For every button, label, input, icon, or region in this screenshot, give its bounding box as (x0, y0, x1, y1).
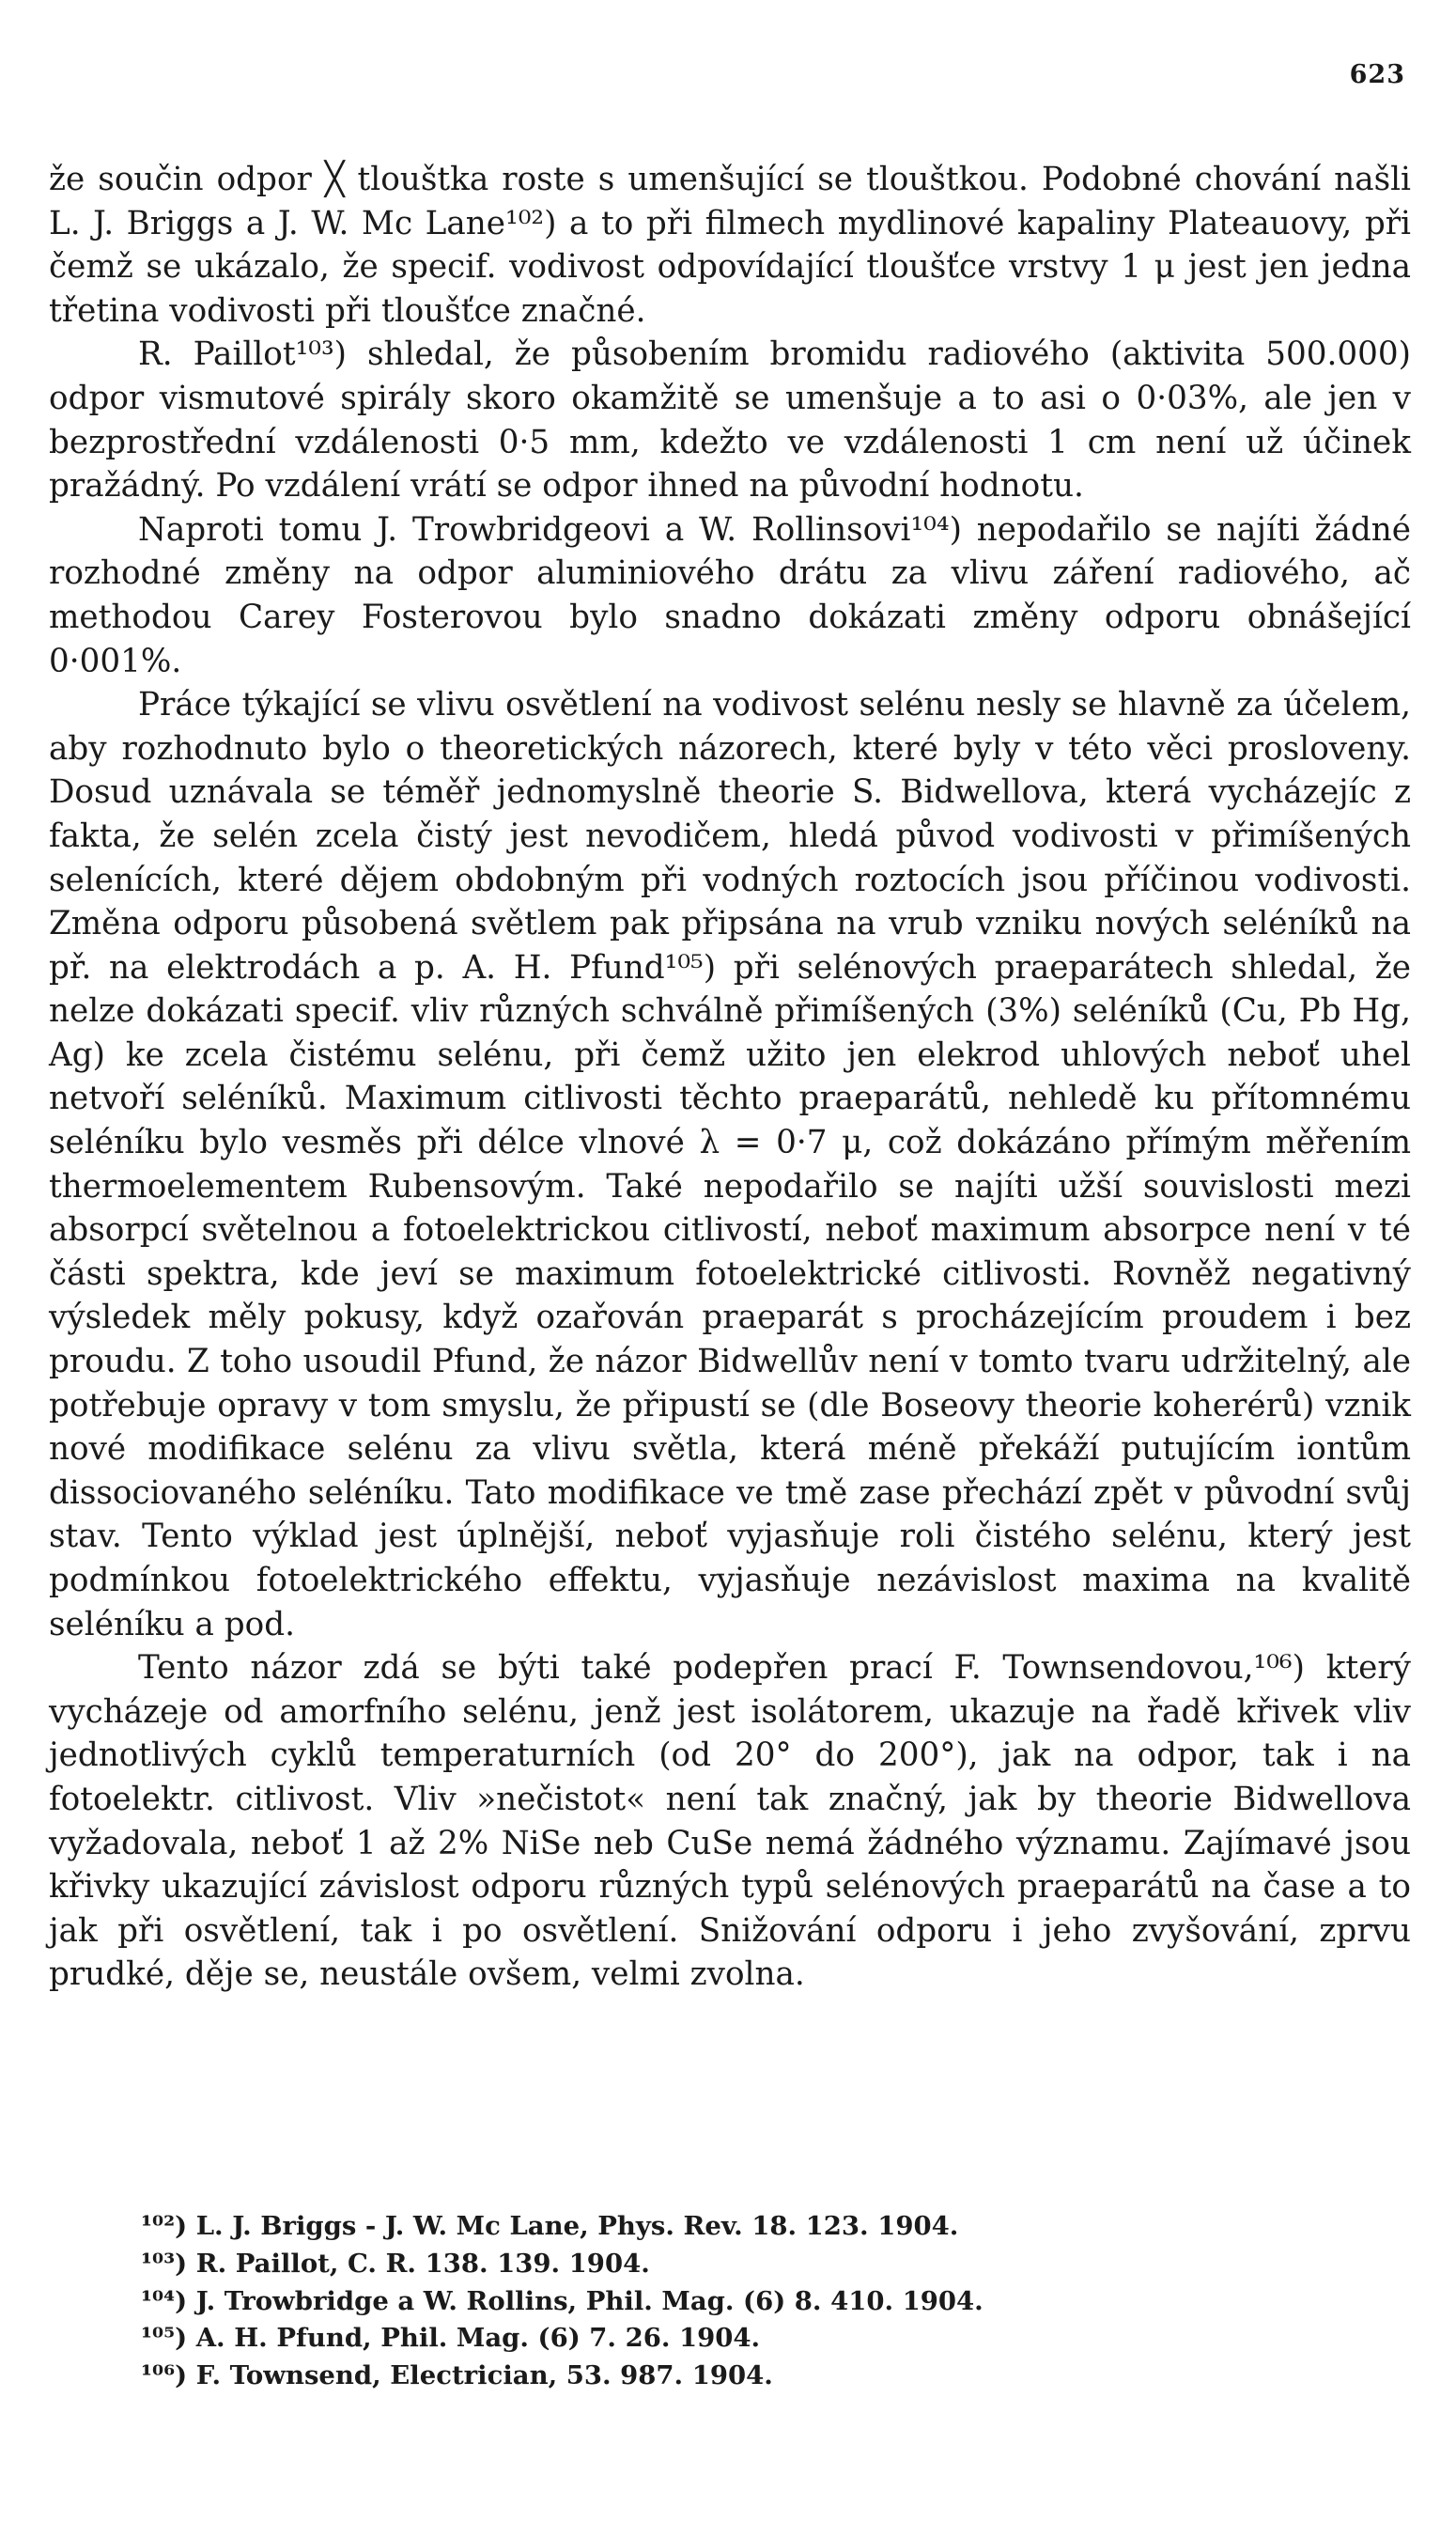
footnotes (141, 2208, 1362, 2395)
paragraph-1: že součin odpor ╳ tlouštka roste s umenšující se tlouštkou. Podobné chování našli L. J. Briggs a J. W. Mc Lane¹⁰²) a to při filmech mydlinové kapaliny Plateauovy, při čemž se ukázalo, že specif. vodivost odpovídající tloušťce vrstvy 1 μ jest jen jedna třetina vodivosti při tloušťce značné. (49, 161, 1411, 330)
footnote-103: ¹⁰³) R. Paillot, C. R. 138. 139. 1904. (141, 2248, 650, 2279)
footnote-104: ¹⁰⁴) J. Trowbridge a W. Rollins, Phil. Mag. (6) 8. 410. 1904. (141, 2285, 984, 2316)
footnote-102: ¹⁰²) L. J. Briggs - J. W. Mc Lane, Phys. Rev. 18. 123. 1904. (141, 2211, 959, 2241)
footnote-106: ¹⁰⁶) F. Townsend, Electrician, 53. 987. 1904. (141, 2360, 773, 2391)
paragraph-4: Práce týkající se vlivu osvětlení na vodivost selénu nesly se hlavně za účelem, aby rozhodnuto bylo o theoretických názorech, které byly v této věci prosloveny. Dosud uznávala se téměř jednomyslně theorie S. Bidwellova, která vycházejíc z fakta, že selén zcela čistý jest nevodičem, hledá původ vodivosti v přimíšených selenících, které dějem obdobným při vodných roztocích jsou příčinou vodivosti. Změna odporu působená světlem pak připsána na vrub vzniku nových seléníků na př. na elektrodách a p. A. H. Pfund¹⁰⁵) při selénových praeparátech shledal, že nelze dokázati specif. vliv různých schválně přimíšených (3%) seléníků (Cu, Pb Hg, Ag) ke zcela čistému selénu, při čemž užito jen elekrod uhlových neboť uhel netvoří seléníků. Maximum citlivosti těchto praeparátů, nehledě ku přítomnému seléníku bylo vesměs při délce vlnové λ = 0·7 μ, což dokázáno přímým měřením thermoelementem Rubensovým. Také nepodařilo se najíti užší souvislosti mezi absorpcí světelnou a fotoelektrickou citlivostí, neboť maximum absorpce není v té části spektra, kde jeví se maximum fotoelektrické citlivosti. Rovněž negativný výsledek měly pokusy, když ozařován praeparát s procházejícím proudem i bez proudu. Z toho usoudil Pfund, že názor Bidwellův není v tomto tvaru udržitelný, ale potřebuje opravy v tom smyslu, že připustí se (dle Boseovy theorie koherérů) vznik nové modifikace selénu za vlivu světla, která méně překáží putujícím iontům dissociovaného seléníku. Tato modifikace ve tmě zase přechází zpět v původní svůj stav. Tento výklad jest úplnější, neboť vyjasňuje roli čistého selénu, který jest podmínkou fotoelektrického effektu, vyjasňuje nezávislost maxima na kvalitě seléníku a pod. (49, 686, 1411, 1643)
paragraph-5: Tento názor zdá se býti také podepřen prací F. Townsendovou,¹⁰⁶) který vycházeje od amorfního selénu, jenž jest isolátorem, ukazuje na řadě křivek vliv jednotlivých cyklů temperaturních (od 20° do 200°), jak na odpor, tak i na fotoelektr. citlivost. Vliv »nečistot« není tak značný, jak by theorie Bidwellova vyžadovala, neboť 1 až 2% NiSe neb CuSe nemá žádného významu. Zajímavé jsou křivky ukazující závislost odporu různých typů selénových praeparátů na čase a to jak při osvětlení, tak i po osvětlení. Snižování odporu i jeho zvyšování, zprvu prudké, děje se, neustále ovšem, velmi zvolna. (49, 1649, 1411, 1994)
paragraph-3: Naproti tomu J. Trowbridgeovi a W. Rollinsovi¹⁰⁴) nepodařilo se najíti žádné rozhodné změny na odpor aluminiového drátu za vlivu záření radiového, ač methodou Carey Fosterovou bylo snadno dokázati změny odporu obnášející 0·001%. (49, 510, 1411, 680)
body-text (49, 158, 1411, 1997)
page-number: 623 (1349, 60, 1405, 89)
paragraph-2: R. Paillot¹⁰³) shledal, že působením bromidu radiového (aktivita 500.000) odpor vismutové spirály skoro okamžitě se umenšuje a to asi o 0·03%, ale jen v bezprostřední vzdálenosti 0·5 mm, kdežto ve vzdálenosti 1 cm není už účinek pražádný. Po vzdálení vrátí se odpor ihned na původní hodnotu. (49, 335, 1411, 506)
footnote-105: ¹⁰⁵) A. H. Pfund, Phil. Mag. (6) 7. 26. 1904. (141, 2323, 761, 2354)
